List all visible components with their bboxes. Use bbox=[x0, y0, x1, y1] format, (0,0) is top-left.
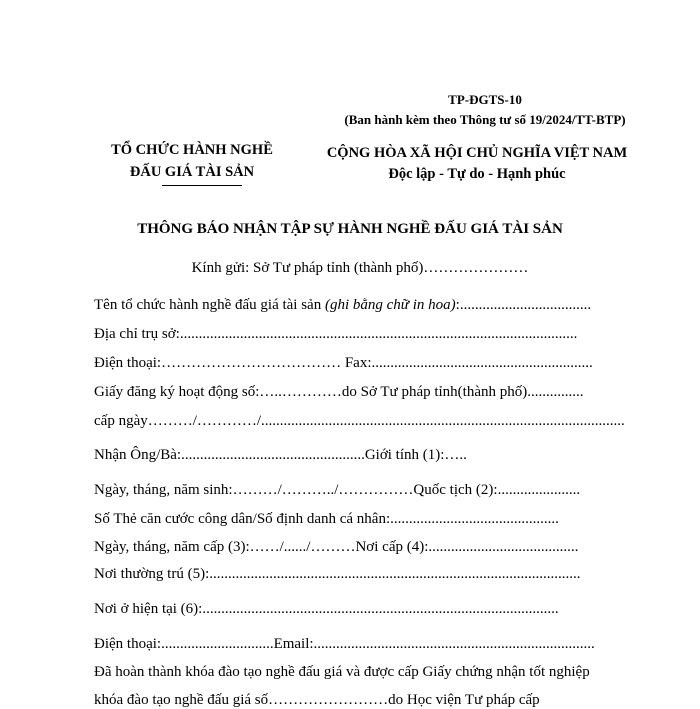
addressee-line: Kính gửi: Sở Tư pháp tỉnh (thành phố)………………… bbox=[191, 260, 529, 276]
training-line-2: khóa đào tạo nghề đấu giá số……………………do Học viện Tư pháp cấp bbox=[94, 692, 540, 708]
address-line: Địa chỉ trụ sở:.......................................................................................................... bbox=[94, 326, 578, 342]
dob-nationality-line: Ngày, tháng, năm sinh:………/………../……………Quốc tịch (2):...................... bbox=[94, 482, 581, 498]
phone-email-line: Điện thoại:..............................Email:........................................................................... bbox=[94, 636, 595, 652]
id-issue-line: Ngày, tháng, năm cấp (3):……/....../………Nơi cấp (4):........................................ bbox=[94, 539, 579, 555]
org-header-line1: TỔ CHỨC HÀNH NGHỀ bbox=[111, 142, 273, 158]
issue-date-line: cấp ngày………/…………/................................................................................................. bbox=[94, 413, 625, 429]
training-line-1: Đã hoàn thành khóa đào tạo nghề đấu giá và được cấp Giấy chứng nhận tốt nghiệp bbox=[94, 664, 590, 680]
trainee-line: Nhận Ông/Bà:.................................................Giới tính (1):….. bbox=[94, 447, 467, 463]
current-residence-line: Nơi ở hiện tại (6):............................................................................................... bbox=[94, 601, 559, 617]
permanent-residence-line: Nơi thường trú (5):................................................................................................... bbox=[94, 566, 581, 582]
org-name-dots: :................................... bbox=[455, 297, 592, 313]
org-header-line2: ĐẤU GIÁ TÀI SẢN bbox=[129, 164, 255, 180]
registration-line: Giấy đăng ký hoạt động số:…..…………do Sở Tư pháp tỉnh(thành phố)............... bbox=[94, 384, 584, 400]
document-title: THÔNG BÁO NHẬN TẬP SỰ HÀNH NGHỀ ĐẤU GIÁ TÀI SẢN bbox=[137, 221, 563, 237]
form-note: (Ban hành kèm theo Thông tư số 19/2024/TT-BTP) bbox=[344, 112, 626, 127]
org-name-hint: (ghi bằng chữ in hoa) bbox=[324, 297, 456, 313]
org-name-line bbox=[94, 297, 591, 314]
national-header-line2: Độc lập - Tự do - Hạnh phúc bbox=[388, 166, 566, 182]
form-code: TP-ĐGTS-10 bbox=[448, 92, 522, 107]
national-header-line1: CỘNG HÒA XÃ HỘI CHỦ NGHĨA VIỆT NAM bbox=[326, 145, 628, 161]
phone-fax-line: Điện thoại:……………………………… Fax:........................................................... bbox=[94, 355, 593, 371]
org-header-underline bbox=[162, 185, 242, 186]
org-name-label: Tên tổ chức hành nghề đấu giá tài sản bbox=[94, 297, 325, 313]
id-number-line: Số Thẻ căn cước công dân/Số định danh cá nhân:............................................. bbox=[94, 511, 559, 527]
